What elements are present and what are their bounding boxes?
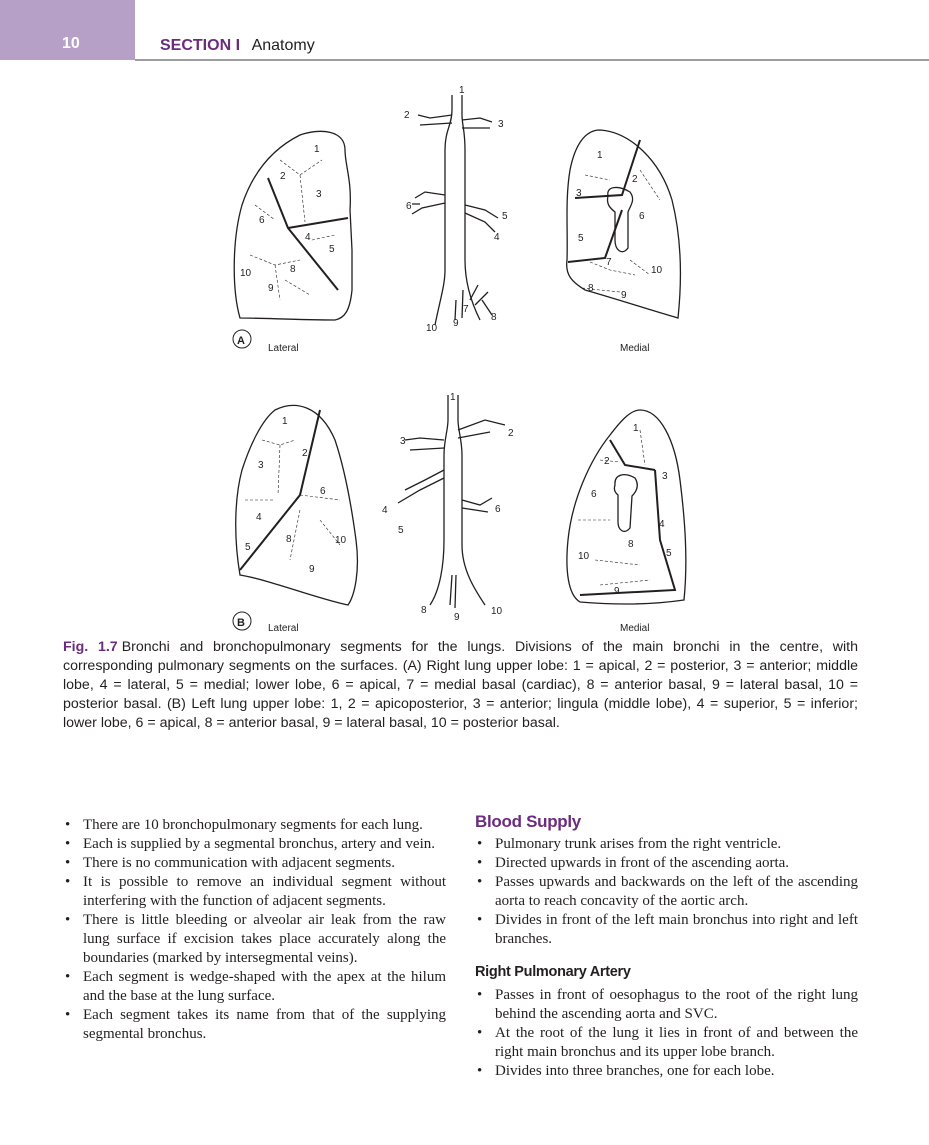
caption-text: Bronchi and bronchopulmonary segments for the lungs. Divisions of the main bronchi in the centre, with corresponding pulmonary segments on the surfaces. (A) Right lung upper lobe: 1 = apical, 2 = posterior, 3 = anterior; middle lobe, 4 = lateral, 5 = medial; lower lobe, 6 = apical, 7 = medial basal (cardiac), 8 = anterior basal, 9 = lateral basal, 10 = posterior basal. (B) Left lung upper lobe: 1, 2 = apicoposterior, 3 = anterior; lingula (middle lobe), 4 = superior, 5 = inferior; lower lobe, 6 = apical, 8 = anterior basal, 9 = lateral basal, 10 = posterior basal. (63, 639, 858, 731)
list-item: • Pulmonary trunk arises from the right ventricle. (475, 835, 858, 854)
svg-text:2: 2 (604, 456, 610, 467)
svg-text:4: 4 (382, 505, 388, 516)
svg-text:8: 8 (290, 264, 296, 275)
running-head (160, 37, 315, 55)
svg-text:1: 1 (459, 85, 465, 96)
panel-b-lateral-label: Lateral (268, 623, 299, 634)
list-item: • Divides in front of the left main bronchus into right and left branches. (475, 911, 858, 949)
svg-text:10: 10 (426, 323, 438, 334)
right-pulmonary-artery-heading: Right Pulmonary Artery (475, 964, 631, 980)
svg-text:6: 6 (320, 486, 326, 497)
segment-facts-list (63, 816, 446, 1044)
svg-text:2: 2 (280, 171, 286, 182)
blood-supply-list (475, 835, 858, 949)
panel-b-medial-label: Medial (620, 623, 650, 634)
svg-text:3: 3 (498, 119, 504, 130)
svg-text:6: 6 (591, 489, 597, 500)
svg-text:3: 3 (258, 460, 264, 471)
svg-text:2: 2 (508, 428, 514, 439)
svg-text:8: 8 (421, 605, 427, 616)
figure-caption (63, 638, 858, 733)
figure-number: Fig. 1.7 (63, 639, 118, 655)
svg-text:9: 9 (309, 564, 315, 575)
list-item: • Passes in front of oesophagus to the root of the right lung behind the ascending aorta and SVC. (475, 986, 858, 1024)
right-column (475, 812, 858, 1081)
panel-b-lateral-lung (236, 405, 358, 605)
svg-text:9: 9 (268, 283, 274, 294)
svg-text:6: 6 (259, 215, 265, 226)
panel-a-lateral-label: Lateral (268, 343, 299, 354)
svg-text:5: 5 (502, 211, 508, 222)
page-number: 10 (62, 35, 80, 52)
svg-text:10: 10 (578, 551, 590, 562)
panel-a-bronchial-tree (412, 95, 498, 325)
list-item: • There are 10 bronchopulmonary segments for each lung. (63, 816, 446, 835)
svg-text:2: 2 (302, 448, 308, 459)
list-item: • It is possible to remove an individual segment without interfering with the function of adjacent segments. (63, 873, 446, 911)
list-item: • Directed upwards in front of the ascending aorta. (475, 854, 858, 873)
panel-b-medial-lung (567, 410, 686, 604)
svg-text:3: 3 (662, 471, 668, 482)
svg-text:4: 4 (256, 512, 262, 523)
svg-text:1: 1 (282, 416, 288, 427)
svg-text:5: 5 (578, 233, 584, 244)
svg-text:8: 8 (628, 539, 634, 550)
svg-text:4: 4 (659, 519, 665, 530)
svg-text:5: 5 (329, 244, 335, 255)
panel-b-letter: B (237, 617, 245, 629)
svg-text:6: 6 (639, 211, 645, 222)
svg-text:2: 2 (632, 174, 638, 185)
left-column (63, 816, 446, 1044)
svg-text:6: 6 (495, 504, 501, 515)
segment-labels (240, 85, 672, 623)
list-item: • There is little bleeding or alveolar air leak from the raw lung surface if excision takes place accurately along the boundaries (marked by intersegmental veins). (63, 911, 446, 968)
blood-supply-heading: Blood Supply (475, 812, 581, 831)
svg-text:1: 1 (450, 392, 456, 403)
section-title: Anatomy (251, 37, 315, 54)
svg-text:4: 4 (305, 232, 311, 243)
svg-text:6: 6 (406, 201, 412, 212)
list-item: • There is no communication with adjacent segments. (63, 854, 446, 873)
svg-text:1: 1 (597, 150, 603, 161)
panel-a-badge (233, 330, 251, 348)
svg-text:10: 10 (240, 268, 252, 279)
header-rule (135, 59, 929, 61)
svg-text:10: 10 (491, 606, 503, 617)
list-item: • Divides into three branches, one for each lobe. (475, 1062, 858, 1081)
list-item: • Each segment takes its name from that of the supplying segmental bronchus. (63, 1006, 446, 1044)
section-label: SECTION I (160, 37, 241, 54)
panel-a-medial-label: Medial (620, 343, 650, 354)
panel-b-badge (233, 612, 251, 630)
svg-text:8: 8 (588, 283, 594, 294)
svg-text:7: 7 (463, 304, 469, 315)
svg-text:4: 4 (494, 232, 500, 243)
svg-text:7: 7 (606, 257, 612, 268)
svg-text:3: 3 (400, 436, 406, 447)
svg-text:3: 3 (576, 188, 582, 199)
list-item: • Passes upwards and backwards on the left of the ascending aorta to reach concavity of the aortic arch. (475, 873, 858, 911)
svg-text:10: 10 (651, 265, 663, 276)
list-item: • Each segment is wedge-shaped with the apex at the hilum and the base at the lung surface. (63, 968, 446, 1006)
svg-text:2: 2 (404, 110, 410, 121)
lung-segments-figure (0, 70, 929, 635)
svg-text:9: 9 (454, 612, 460, 623)
svg-text:3: 3 (316, 189, 322, 200)
svg-text:1: 1 (314, 144, 320, 155)
panel-a-letter: A (237, 335, 245, 347)
right-pulmonary-artery-list (475, 986, 858, 1081)
svg-text:8: 8 (491, 312, 497, 323)
svg-text:10: 10 (335, 535, 347, 546)
svg-text:8: 8 (286, 534, 292, 545)
svg-text:5: 5 (666, 548, 672, 559)
list-item: • At the root of the lung it lies in front of and between the right main bronchus and its upper lobe branch. (475, 1024, 858, 1062)
list-item: • Each is supplied by a segmental bronchus, artery and vein. (63, 835, 446, 854)
svg-text:9: 9 (453, 318, 459, 329)
svg-text:5: 5 (245, 542, 251, 553)
svg-text:5: 5 (398, 525, 404, 536)
panel-b-bronchial-tree (398, 395, 505, 608)
svg-text:9: 9 (614, 586, 620, 597)
svg-text:9: 9 (621, 290, 627, 301)
svg-text:1: 1 (633, 423, 639, 434)
panel-a-lateral-lung (234, 131, 352, 320)
